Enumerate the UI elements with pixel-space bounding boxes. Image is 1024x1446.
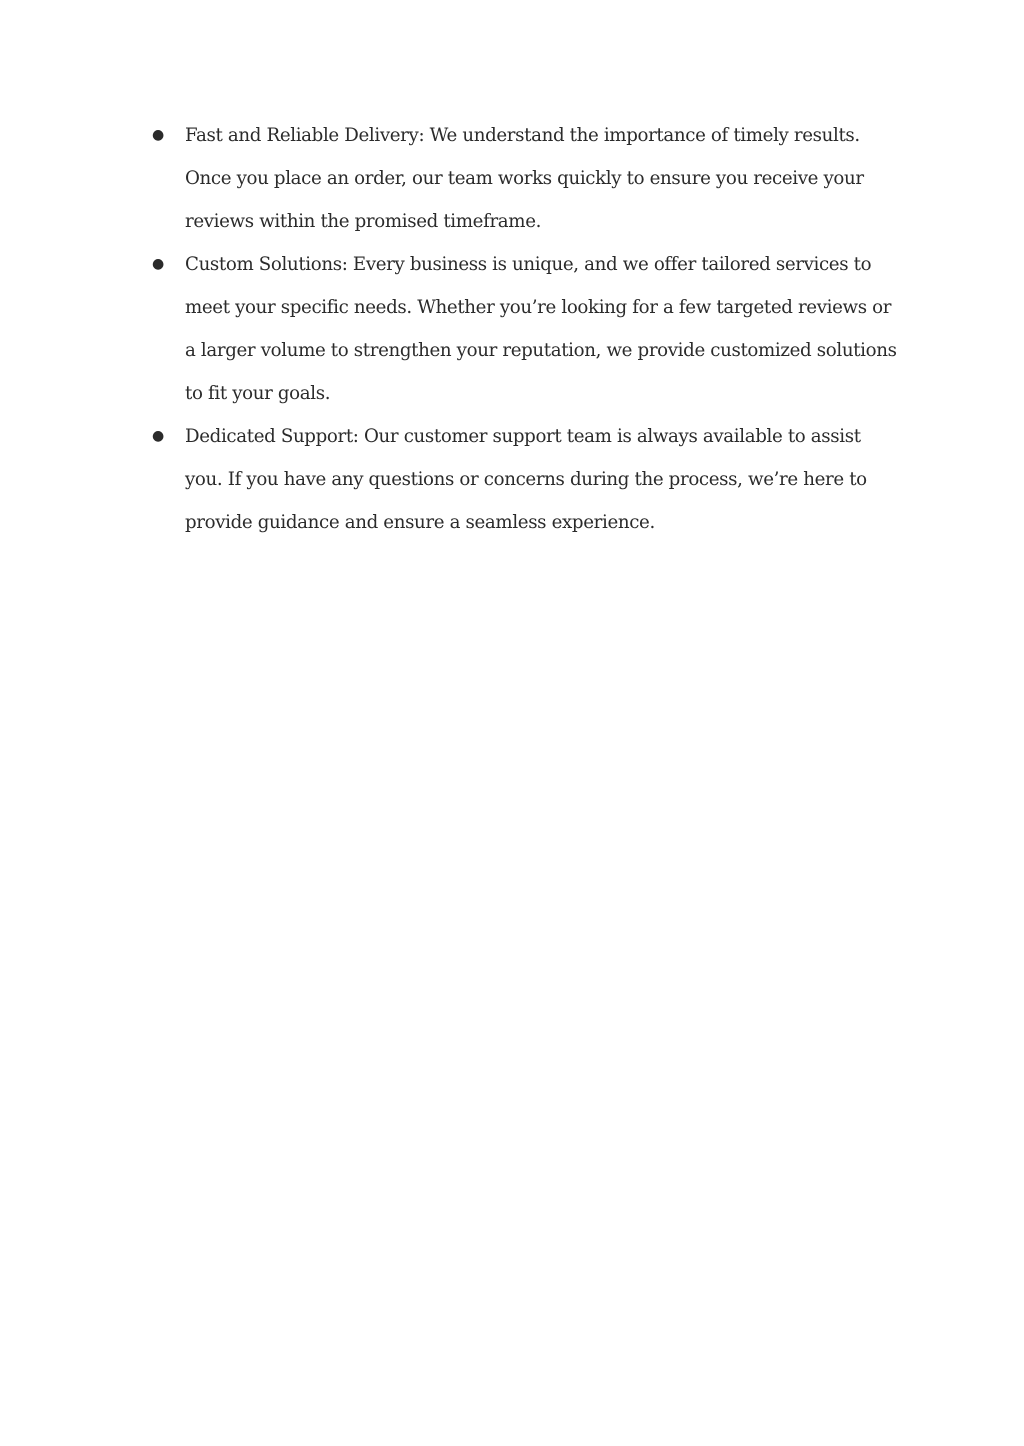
bullet-marker: ●: [152, 127, 165, 143]
list-item-text: Dedicated Support: Our customer support team is always available to assist you. If you have any questions or concerns during the process, we’re here to provide guidance and ensure a seamless experience.: [185, 426, 867, 533]
list-item-text: Custom Solutions: Every business is unique, and we offer tailored services to meet your specific needs. Whether you’re looking for a few targeted reviews or a larger volume to strengthen your reputation, we provide customized solutions to fit your goals.: [185, 254, 897, 404]
list-item-text: Fast and Reliable Delivery: We understand the importance of timely results. Once you place an order, our team works quickly to ensure you receive your reviews within the promised timeframe.: [185, 125, 864, 232]
bullet-marker: ●: [152, 428, 165, 444]
list-item: [152, 114, 902, 243]
bullet-marker: ●: [152, 256, 165, 272]
list-item: [152, 415, 902, 544]
list-item: [152, 243, 902, 415]
bullet-list: [152, 114, 902, 544]
